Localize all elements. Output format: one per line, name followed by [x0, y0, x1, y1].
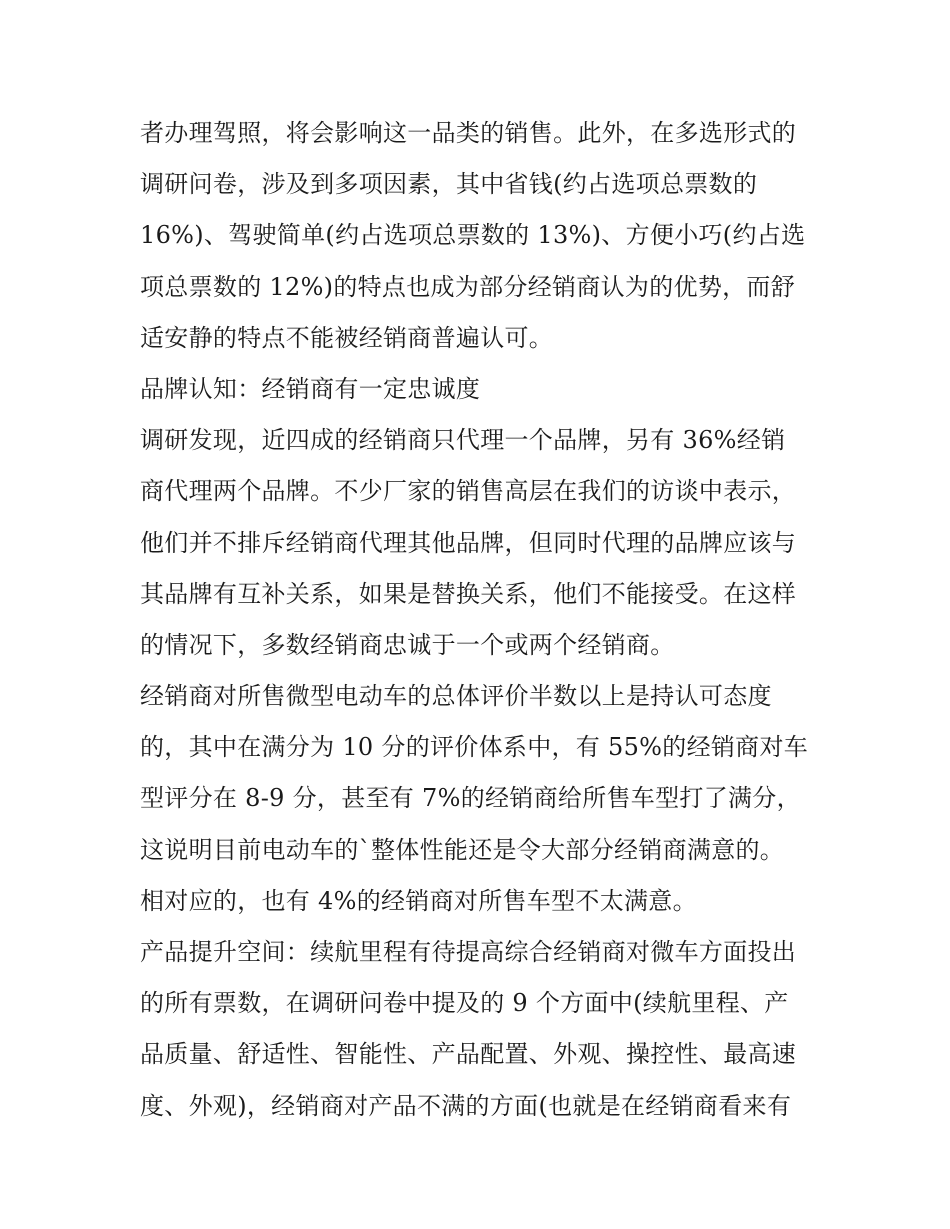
text-line-7: 调研发现，近四成的经销商只代理一个品牌，另有 36%经销: [140, 426, 786, 455]
text-line-5: 适安静的特点不能被经销商普遍认可。: [140, 323, 554, 352]
text-line-8: 商代理两个品牌。不少厂家的销售高层在我们的访谈中表示，: [140, 477, 797, 506]
text-line-9: 他们并不排斥经销商代理其他品牌，但同时代理的品牌应该与: [140, 528, 797, 557]
text-line-1: 者办理驾照，将会影响这一品类的销售。此外，在多选形式的: [140, 119, 797, 147]
text-line-11: 的情况下，多数经销商忠诚于一个或两个经销商。: [140, 630, 675, 659]
text-line-18: 的所有票数，在调研问卷中提及的 9 个方面中(续航里程、产: [140, 989, 789, 1018]
text-line-19: 品质量、舒适性、智能性、产品配置、外观、操控性、最高速: [140, 1040, 797, 1069]
text-line-12: 经销商对所售微型电动车的总体评价半数以上是持认可态度: [140, 682, 772, 711]
section-heading-product: 产品提升空间：续航里程有待提高综合经销商对微车方面投出: [140, 938, 797, 966]
text-line-15: 这说明目前电动车的`整体性能还是令大部分经销商满意的。: [140, 835, 785, 864]
text-line-14: 型评分在 8-9 分，甚至有 7%的经销商给所售车型打了满分，: [140, 784, 801, 813]
text-line-10: 其品牌有互补关系，如果是替换关系，他们不能接受。在这样: [140, 579, 797, 608]
text-line-4: 项总票数的 12%)的特点也成为部分经销商认为的优势，而舒: [140, 272, 796, 301]
text-line-3: 16%)、驾驶简单(约占选项总票数的 13%)、方便小巧(约占选: [140, 221, 806, 250]
text-line-2: 调研问卷，涉及到多项因素，其中省钱(约占选项总票数的: [140, 170, 758, 199]
document-body: [140, 108, 820, 1132]
text-line-16: 相对应的，也有 4%的经销商对所售车型不太满意。: [140, 886, 697, 915]
section-heading-brand: 品牌认知：经销商有一定忠诚度: [140, 374, 481, 403]
text-line-20: 度、外观)，经销商对产品不满的方面(也就是在经销商看来有: [140, 1091, 792, 1120]
text-line-13: 的，其中在满分为 10 分的评价体系中，有 55%的经销商对车: [140, 733, 809, 762]
